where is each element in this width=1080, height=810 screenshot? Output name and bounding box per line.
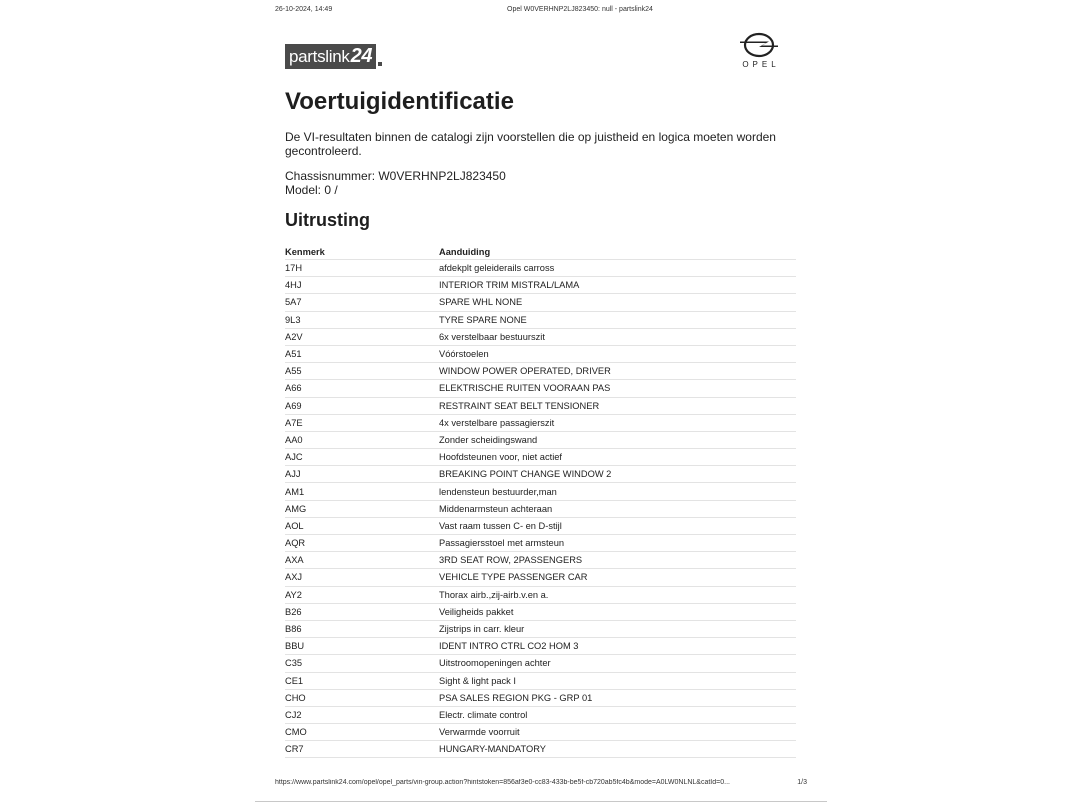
equipment-description: 4x verstelbare passagierszit bbox=[439, 417, 555, 428]
table-row bbox=[285, 587, 796, 604]
equipment-description: Vast raam tussen C- en D-stijl bbox=[439, 520, 562, 531]
table-row bbox=[285, 363, 796, 380]
table-row bbox=[285, 346, 796, 363]
table-row bbox=[285, 638, 796, 655]
table-row bbox=[285, 724, 796, 741]
equipment-description: ELEKTRISCHE RUITEN VOORAAN PAS bbox=[439, 383, 611, 394]
equipment-code: AOL bbox=[285, 520, 304, 531]
chassis-number: Chassisnummer: W0VERHNP2LJ823450 bbox=[285, 169, 506, 183]
equipment-code: A51 bbox=[285, 349, 302, 360]
table-row bbox=[285, 673, 796, 690]
equipment-code: B26 bbox=[285, 606, 302, 617]
print-date: 26-10-2024, 14:49 bbox=[275, 6, 333, 13]
page-number: 1/3 bbox=[797, 779, 807, 786]
equipment-code: AY2 bbox=[285, 589, 302, 600]
equipment-code: B86 bbox=[285, 624, 302, 635]
equipment-code: AQR bbox=[285, 538, 306, 549]
vehicle-info bbox=[285, 169, 506, 197]
equipment-description: Verwarmde voorruit bbox=[439, 727, 520, 738]
equipment-description: 3RD SEAT ROW, 2PASSENGERS bbox=[439, 555, 583, 566]
logo-box bbox=[285, 44, 376, 69]
table-body bbox=[285, 260, 796, 758]
equipment-code: AJJ bbox=[285, 469, 301, 480]
table-row bbox=[285, 535, 796, 552]
equipment-code: CMO bbox=[285, 727, 307, 738]
equipment-description: IDENT INTRO CTRL CO2 HOM 3 bbox=[439, 641, 579, 652]
equipment-code: CE1 bbox=[285, 675, 304, 686]
equipment-code: AXJ bbox=[285, 572, 303, 583]
print-page-title: Opel W0VERHNP2LJ823450: null - partslink24 bbox=[507, 6, 653, 13]
table-row bbox=[285, 415, 796, 432]
equipment-description: Zijstrips in carr. kleur bbox=[439, 624, 525, 635]
equipment-description: Thorax airb.,zij-airb.v.en a. bbox=[439, 589, 549, 600]
equipment-code: BBU bbox=[285, 641, 305, 652]
table-row bbox=[285, 518, 796, 535]
equipment-code: A69 bbox=[285, 400, 302, 411]
table-row bbox=[285, 604, 796, 621]
table-row bbox=[285, 312, 796, 329]
opel-blitz-icon bbox=[739, 32, 779, 58]
equipment-code: CHO bbox=[285, 692, 306, 703]
table-row bbox=[285, 449, 796, 466]
equipment-code: A2V bbox=[285, 331, 303, 342]
table-row bbox=[285, 501, 796, 518]
equipment-code: A7E bbox=[285, 417, 303, 428]
equipment-code: 4HJ bbox=[285, 280, 302, 291]
equipment-description: Passagiersstoel met armsteun bbox=[439, 538, 565, 549]
equipment-code: 9L3 bbox=[285, 314, 301, 325]
table-row bbox=[285, 741, 796, 758]
page-title: Voertuigidentificatie bbox=[285, 88, 514, 115]
equipment-code: CJ2 bbox=[285, 709, 302, 720]
equipment-description: 6x verstelbaar bestuurszit bbox=[439, 331, 545, 342]
equipment-description: afdekplt geleiderails carross bbox=[439, 263, 555, 274]
equipment-code: AJC bbox=[285, 452, 303, 463]
equipment-description: Veiligheids pakket bbox=[439, 606, 514, 617]
table-row bbox=[285, 707, 796, 724]
model-info: Model: 0 / bbox=[285, 183, 338, 197]
table-row bbox=[285, 466, 796, 483]
table-row bbox=[285, 569, 796, 586]
equipment-description: RESTRAINT SEAT BELT TENSIONER bbox=[439, 400, 600, 411]
table-row bbox=[285, 690, 796, 707]
logo-dot bbox=[378, 62, 382, 66]
table-header bbox=[285, 244, 796, 260]
table-row bbox=[285, 380, 796, 397]
equipment-description: PSA SALES REGION PKG - GRP 01 bbox=[439, 692, 593, 703]
table-row bbox=[285, 483, 796, 500]
header-code: Kenmerk bbox=[285, 246, 325, 257]
logo-text: partslink bbox=[289, 46, 350, 66]
table-row bbox=[285, 655, 796, 672]
equipment-description: HUNGARY-MANDATORY bbox=[439, 744, 546, 755]
equipment-code: A55 bbox=[285, 366, 302, 377]
equipment-description: Electr. climate control bbox=[439, 709, 528, 720]
table-row bbox=[285, 432, 796, 449]
equipment-code: 17H bbox=[285, 263, 303, 274]
equipment-description: WINDOW POWER OPERATED, DRIVER bbox=[439, 366, 611, 377]
table-row bbox=[285, 329, 796, 346]
equipment-code: C35 bbox=[285, 658, 303, 669]
table-row bbox=[285, 552, 796, 569]
print-url: https://www.partslink24.com/opel/opel_parts/vin-group.action?hintstoken=856af3e0-cc83-433b-be5f-cb720ab5fc4b&mode=A0LW0NLNL&catId=0... bbox=[275, 779, 730, 786]
equipment-description: VEHICLE TYPE PASSENGER CAR bbox=[439, 572, 588, 583]
equipment-code: AA0 bbox=[285, 434, 303, 445]
equipment-description: Sight & light pack I bbox=[439, 675, 516, 686]
header-description: Aanduiding bbox=[439, 246, 491, 257]
equipment-description: BREAKING POINT CHANGE WINDOW 2 bbox=[439, 469, 612, 480]
logo-number: 24 bbox=[350, 45, 373, 67]
equipment-code: A66 bbox=[285, 383, 302, 394]
equipment-title: Uitrusting bbox=[285, 210, 370, 230]
equipment-description: Hoofdsteunen voor, niet actief bbox=[439, 452, 563, 463]
table-row bbox=[285, 621, 796, 638]
table-row bbox=[285, 277, 796, 294]
intro-text: De VI-resultaten binnen de catalogi zijn voorstellen die op juistheid en logica moeten worden gecontroleerd. bbox=[285, 130, 776, 158]
equipment-description: Vóórstoelen bbox=[439, 349, 489, 360]
equipment-description: lendensteun bestuurder,man bbox=[439, 486, 557, 497]
equipment-description: TYRE SPARE NONE bbox=[439, 314, 527, 325]
equipment-code: AMG bbox=[285, 503, 307, 514]
table-row bbox=[285, 260, 796, 277]
bottom-divider bbox=[255, 801, 827, 802]
table-row bbox=[285, 398, 796, 415]
partslink24-logo bbox=[285, 44, 382, 69]
table-row bbox=[285, 294, 796, 311]
equipment-table bbox=[285, 244, 796, 758]
equipment-description: SPARE WHL NONE bbox=[439, 297, 523, 308]
opel-wordmark: OPEL bbox=[742, 60, 780, 69]
equipment-code: AXA bbox=[285, 555, 304, 566]
equipment-description: INTERIOR TRIM MISTRAL/LAMA bbox=[439, 280, 580, 291]
equipment-description: Zonder scheidingswand bbox=[439, 434, 538, 445]
opel-logo bbox=[734, 32, 784, 69]
equipment-description: Uitstroomopeningen achter bbox=[439, 658, 551, 669]
equipment-code: CR7 bbox=[285, 744, 304, 755]
equipment-description: Middenarmsteun achteraan bbox=[439, 503, 553, 514]
equipment-code: AM1 bbox=[285, 486, 305, 497]
equipment-code: 5A7 bbox=[285, 297, 302, 308]
